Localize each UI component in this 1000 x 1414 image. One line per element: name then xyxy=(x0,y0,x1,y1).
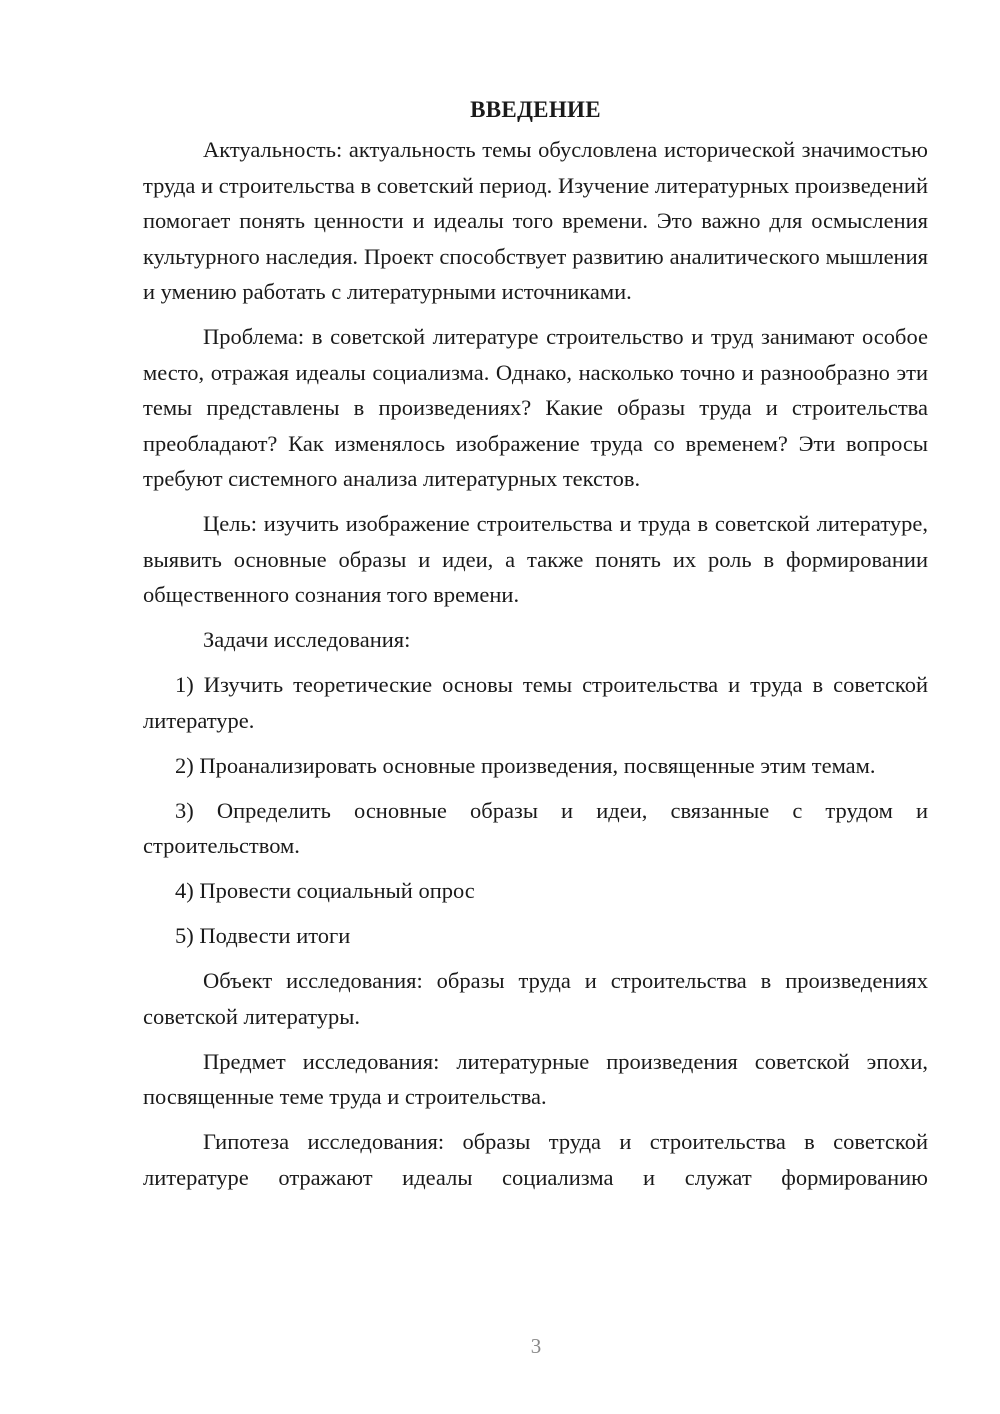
paragraph-subject: Предмет исследования: литературные произведения советской эпохи, посвященные теме труда и строительства. xyxy=(143,1048,928,1109)
page-number: 3 xyxy=(530,1334,542,1358)
paragraph-object: Объект исследования: образы труда и строительства в произведениях советской литературы. xyxy=(143,968,928,1029)
paragraph-problem: Проблема: в советской литературе строительство и труд занимают особое место, отражая идеалы социализма. Однако, насколько точно и разнообразно эти темы представлены в произведениях? Какие образы труда и строительства преобладают? Как изменялось изображение труда со временем? Эти вопросы требуют системного анализа литературных текстов. xyxy=(143,324,928,491)
task-item-4: 4) Провести социальный опрос xyxy=(175,878,475,903)
paragraph-hypothesis: Гипотеза исследования: образы труда и строительства в советской литературе отражают идеалы социализма и служат формированию xyxy=(143,1129,928,1190)
tasks-heading: Задачи исследования: xyxy=(203,627,411,652)
task-item-5: 5) Подвести итоги xyxy=(175,923,351,948)
document-page xyxy=(143,92,928,1205)
section-title: ВВЕДЕНИЕ xyxy=(470,97,601,122)
paragraph-relevance: Актуальность: актуальность темы обусловлена исторической значимостью труда и строительства в советский период. Изучение литературных произведений помогает понять ценности и идеалы того времени. Это важно для осмысления культурного наследия. Проект способствует развитию аналитического мышления и умению работать с литературными источниками. xyxy=(143,137,928,304)
task-item-3: 3) Определить основные образы и идеи, связанные с трудом и строительством. xyxy=(143,797,928,858)
paragraph-goal: Цель: изучить изображение строительства и труда в советской литературе, выявить основные образы и идеи, а также понять их роль в формировании общественного сознания того времени. xyxy=(143,511,928,607)
task-item-2: 2) Проанализировать основные произведения, посвященные этим темам. xyxy=(175,752,876,778)
task-item-1: 1) Изучить теоретические основы темы строительства и труда в советской литературе. xyxy=(143,672,928,733)
